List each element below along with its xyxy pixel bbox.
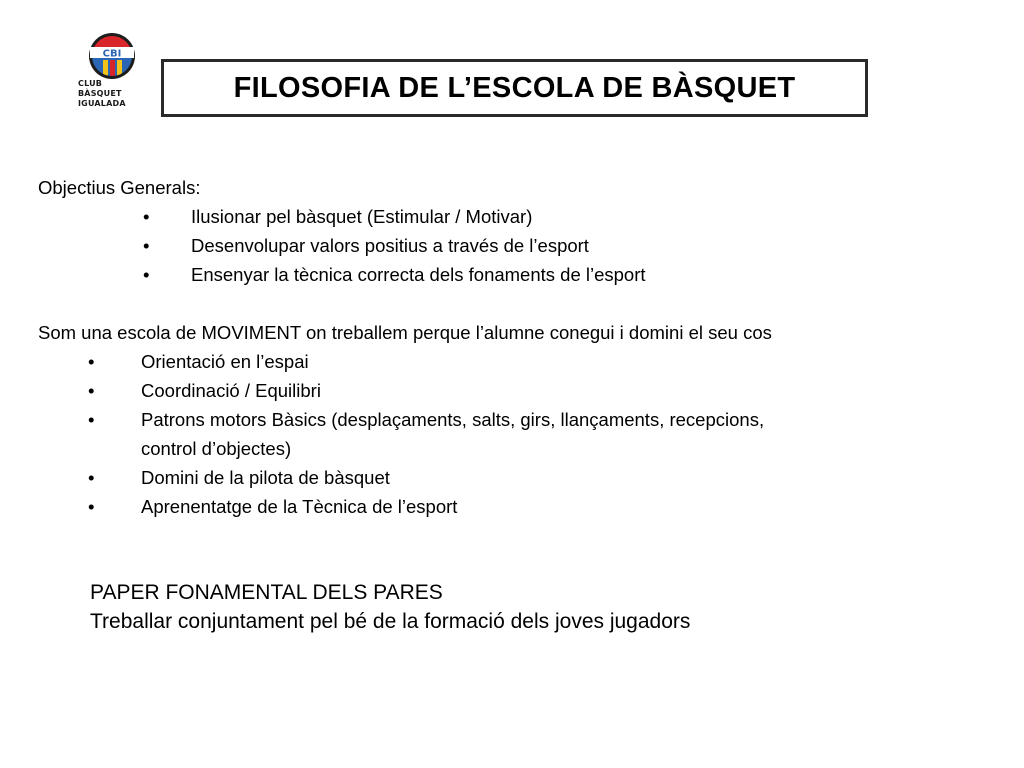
logo-line-1: CLUB <box>78 79 103 88</box>
bullet-glyph: • <box>88 380 95 401</box>
list-item: Aprenentatge de la Tècnica de l’esport <box>141 496 458 517</box>
bullet-glyph: • <box>88 351 95 372</box>
section3-heading: PAPER FONAMENTAL DELS PARES <box>90 581 443 604</box>
bullet-glyph: • <box>88 409 95 430</box>
list-item: Ilusionar pel bàsquet (Estimular / Motivar) <box>191 206 533 227</box>
bullet-glyph: • <box>143 206 150 227</box>
list-item: Desenvolupar valors positius a través de l’esport <box>191 235 589 256</box>
bullet-glyph: • <box>88 467 95 488</box>
section3-text: Treballar conjuntament pel bé de la formació dels joves jugadors <box>90 610 691 633</box>
bullet-glyph: • <box>143 264 150 285</box>
list-item: Orientació en l’espai <box>141 351 309 372</box>
list-item: Domini de la pilota de bàsquet <box>141 467 390 488</box>
list-item: Ensenyar la tècnica correcta dels fonaments de l’esport <box>191 264 646 285</box>
bullet-glyph: • <box>143 235 150 256</box>
bullet-glyph: • <box>88 496 95 517</box>
logo-line-2: BÀSQUET <box>78 89 122 98</box>
list-item: Patrons motors Bàsics (desplaçaments, salts, girs, llançaments, recepcions, <box>141 409 765 430</box>
list-item: Coordinació / Equilibri <box>141 380 321 401</box>
logo-line-3: IGUALADA <box>78 99 126 108</box>
section2-heading: Som una escola de MOVIMENT on treballem perque l’alumne conegui i domini el seu cos <box>38 322 772 343</box>
logo-badge-text: CBI <box>102 48 122 60</box>
list-item-continuation: control d’objectes) <box>141 438 292 459</box>
section1-heading: Objectius Generals: <box>38 177 201 198</box>
page-title: FILOSOFIA DE L’ESCOLA DE BÀSQUET <box>233 71 796 104</box>
